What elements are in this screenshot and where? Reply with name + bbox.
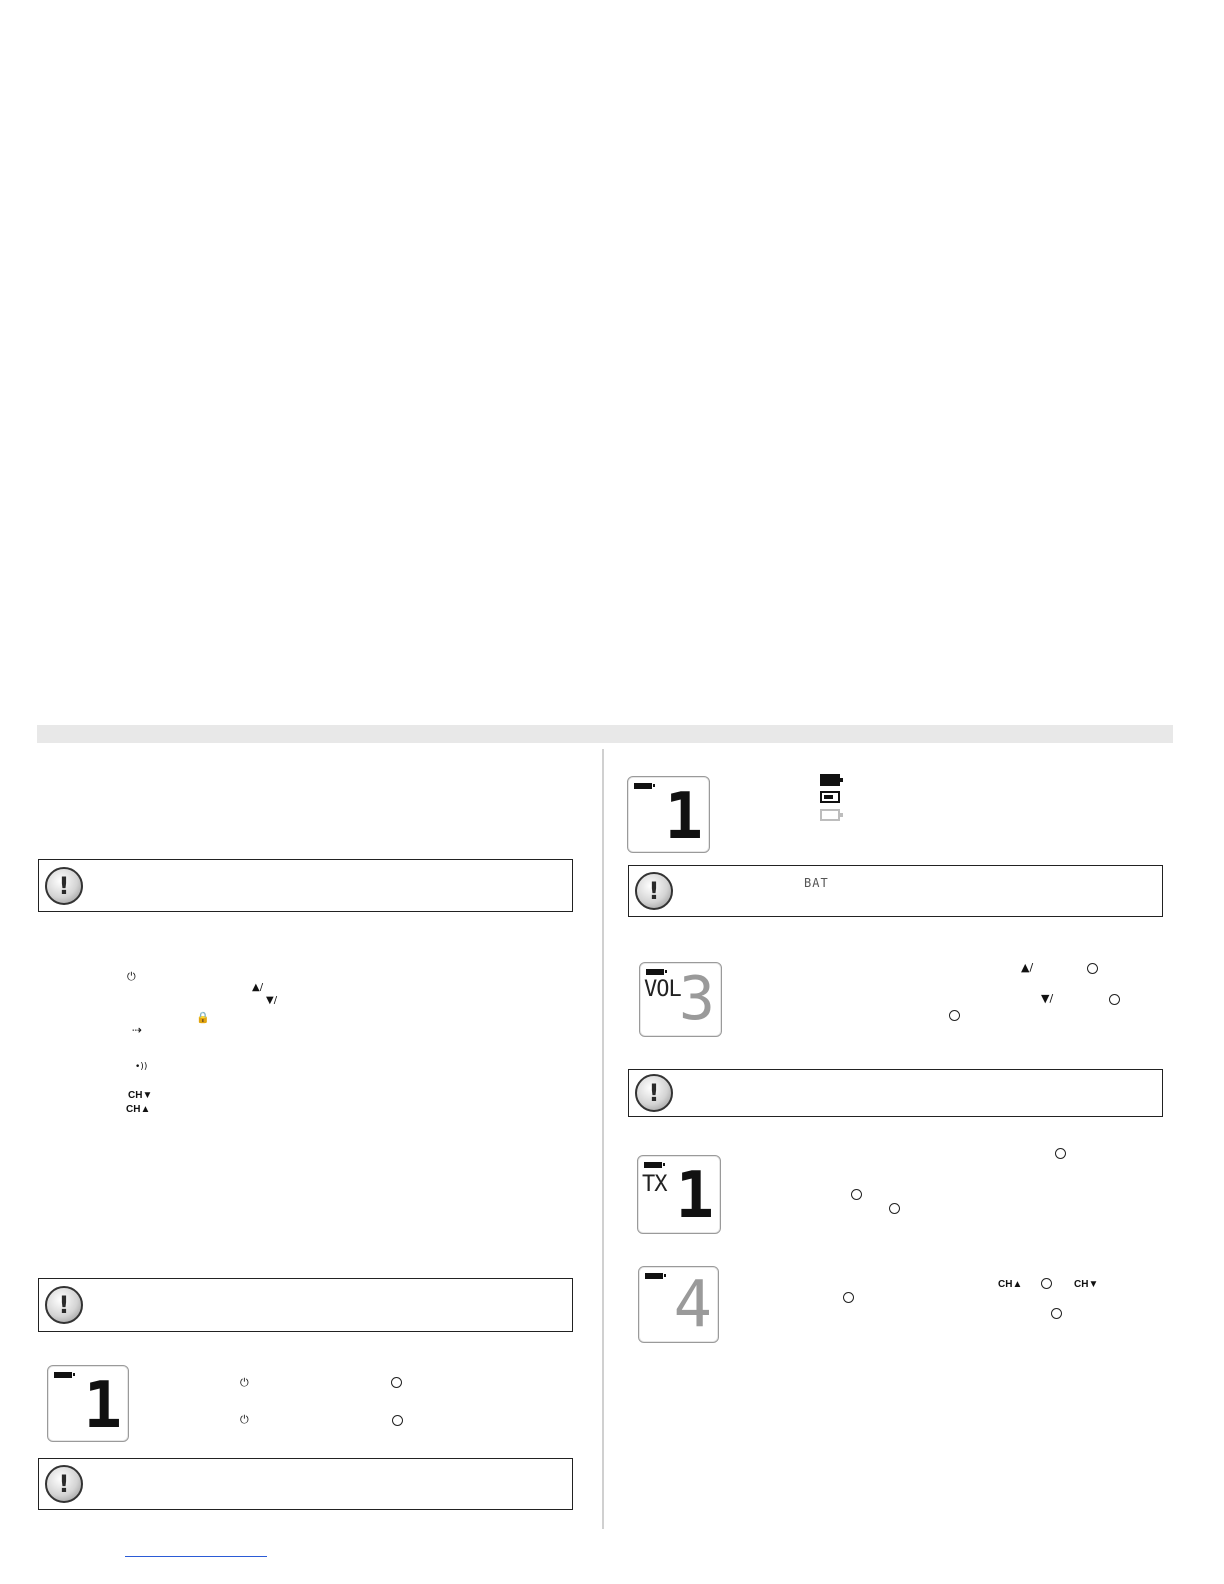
lcd-display-power-on [47, 1365, 129, 1442]
reference-circle [949, 1010, 960, 1021]
lcd-channel-digit: 1 [83, 1369, 122, 1443]
caution-note-5 [628, 1069, 1163, 1117]
reference-circle [1109, 994, 1120, 1005]
lcd-display-channel-change [638, 1266, 719, 1343]
lcd-channel-change-digit: 4 [673, 1268, 712, 1342]
lcd-vol-label: VOL [644, 977, 681, 1002]
reference-circle [843, 1292, 854, 1303]
monitor-icon: •)) [135, 1062, 148, 1072]
volume-up-icon: ▲/ [252, 982, 264, 993]
lcd-tx-digit: 1 [675, 1159, 714, 1233]
lcd-display-volume [639, 962, 722, 1037]
reference-circle [889, 1203, 900, 1214]
section-header-band [37, 725, 1173, 743]
reference-circle [1087, 963, 1098, 974]
channel-up-icon: CH▲ [126, 1104, 151, 1115]
battery-icon [645, 1273, 663, 1279]
battery-level-full-icon [820, 774, 840, 786]
caution-note-3 [38, 1458, 573, 1510]
vox-icon: ⇢ [132, 1023, 143, 1037]
reference-circle [392, 1415, 403, 1426]
caution-icon: ! [635, 1074, 673, 1112]
battery-level-half-icon [820, 791, 840, 803]
caution-icon: ! [45, 867, 83, 905]
caution-note-1 [38, 859, 573, 912]
lcd-channel-digit: 1 [664, 780, 703, 854]
power-icon: ⏻ [127, 970, 136, 983]
battery-icon [54, 1372, 72, 1378]
reference-circle [1051, 1308, 1062, 1319]
reference-circle [1055, 1148, 1066, 1159]
channel-up-icon: CH▲ [998, 1279, 1023, 1290]
lcd-tx-label: TX [642, 1172, 667, 1197]
battery-icon [646, 969, 664, 975]
reference-circle [1041, 1278, 1052, 1289]
battery-icon [644, 1162, 662, 1168]
lcd-display-battery [627, 776, 710, 853]
footer-link-underline[interactable] [125, 1556, 267, 1557]
power-icon: ⏻ [240, 1413, 249, 1426]
caution-icon: ! [45, 1286, 83, 1324]
channel-down-icon: CH▼ [1074, 1279, 1099, 1290]
caution-note-4 [628, 865, 1163, 917]
volume-down-icon: ▼/ [1041, 992, 1054, 1005]
volume-down-icon: ▼/ [266, 995, 278, 1006]
column-divider [602, 749, 604, 1529]
volume-up-icon: ▲/ [1021, 961, 1034, 974]
power-icon: ⏻ [240, 1376, 249, 1389]
reference-circle [851, 1189, 862, 1200]
caution-note-2 [38, 1278, 573, 1332]
battery-icon [634, 783, 652, 789]
caution-icon: ! [635, 872, 673, 910]
channel-down-icon: CH▼ [128, 1090, 153, 1101]
lock-icon: 🔒 [196, 1011, 210, 1024]
low-battery-indicator: BAT [804, 876, 829, 890]
caution-icon: ! [45, 1465, 83, 1503]
lcd-vol-digit: 3 [678, 964, 715, 1034]
battery-level-empty-icon [820, 809, 840, 821]
lcd-display-transmit [637, 1155, 721, 1234]
reference-circle [391, 1377, 402, 1388]
